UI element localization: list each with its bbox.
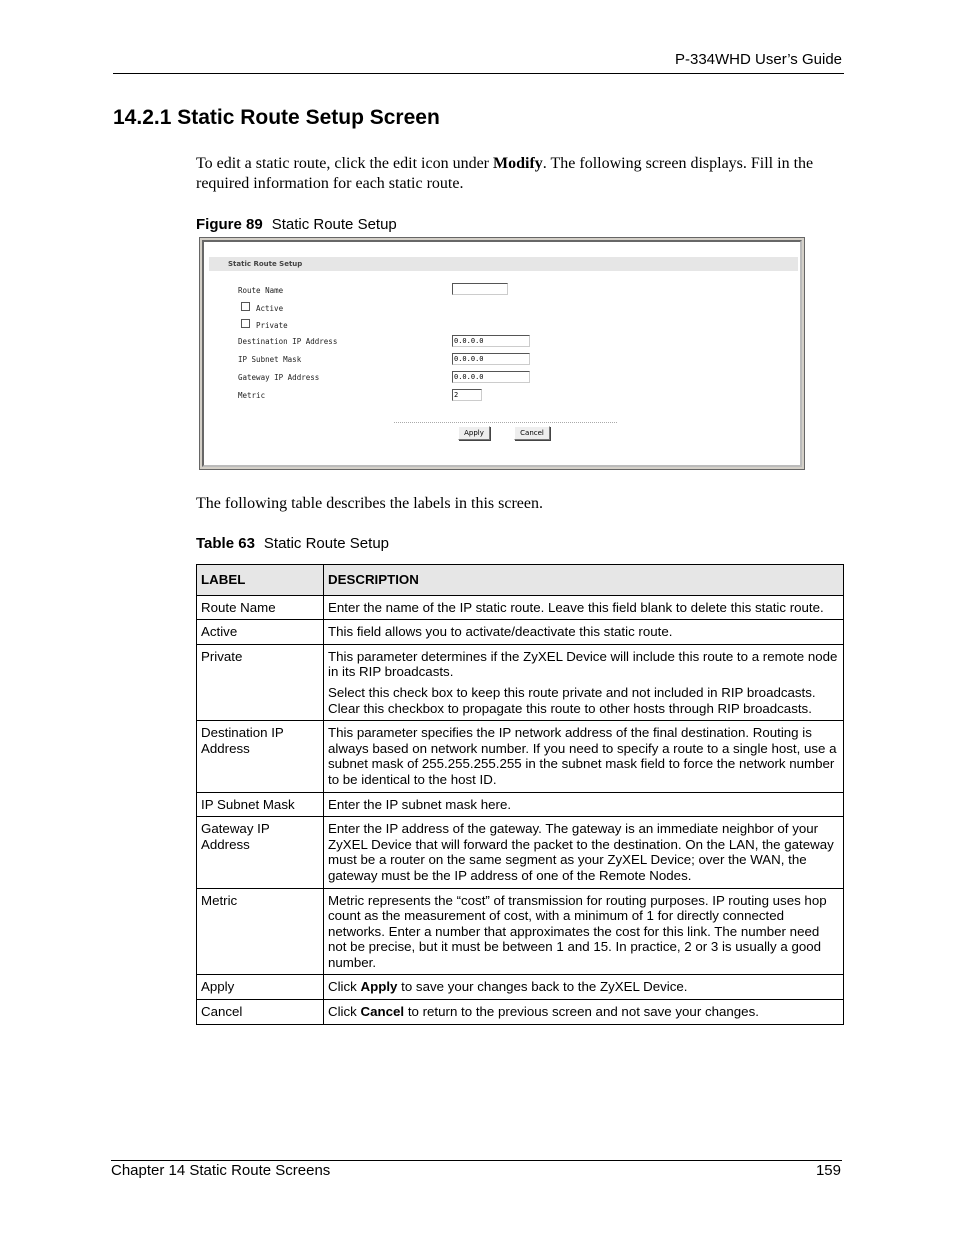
table-row <box>197 975 844 1000</box>
row-description <box>324 975 844 1000</box>
subnet-mask-input[interactable]: 0.0.0.0 <box>452 353 530 365</box>
description-column-header: DESCRIPTION <box>324 565 844 596</box>
screen-panel-title: Static Route Setup <box>209 257 798 271</box>
footer-chapter: Chapter 14 Static Route Screens <box>111 1162 331 1179</box>
row-label: Destination IP Address <box>197 721 324 792</box>
private-checkbox[interactable] <box>241 319 250 328</box>
guide-title: P-334WHD User’s Guide <box>675 51 842 68</box>
table-intro: The following table describes the labels in this screen. <box>196 495 544 512</box>
metric-input[interactable]: 2 <box>452 389 482 401</box>
desc-text: to save your changes back to the ZyXEL Device. <box>397 979 688 995</box>
desc-text: Click <box>328 1004 361 1020</box>
row-description: Enter the IP address of the gateway. The gateway is an immediate neighbor of your ZyXEL Device that will forward the packet to the destination. On the LAN, the gateway must be a router on the same segment as your ZyXEL Device; over the WAN, the gateway must be the IP address of one of the Remote Nodes. <box>324 817 844 888</box>
cancel-button[interactable]: Cancel <box>514 426 550 440</box>
active-checkbox[interactable] <box>241 302 250 311</box>
table-row <box>197 1000 844 1025</box>
row-description: Metric represents the “cost” of transmission for routing purposes. IP routing uses hop count as the measurement of cost, with a minimum of 1 for directly connected networks. Enter a number that approximates the cost for this link. The number need not be precise, but it must be between 1 and 15. In practice, 2 or 3 is usually a good number. <box>324 888 844 975</box>
private-label: Private <box>256 321 288 330</box>
row-label: Metric <box>197 888 324 975</box>
section-heading: 14.2.1 Static Route Setup Screen <box>113 106 440 129</box>
table-row <box>197 721 844 792</box>
gateway-ip-input[interactable]: 0.0.0.0 <box>452 371 530 383</box>
figure-title: Static Route Setup <box>271 216 397 233</box>
row-description: Enter the IP subnet mask here. <box>324 792 844 817</box>
figure-screenshot <box>199 237 805 470</box>
row-description: Enter the name of the IP static route. Leave this field blank to delete this static route. <box>324 595 844 620</box>
row-description-paragraph: Select this check box to keep this route private and not included in RIP broadcasts. Clear this checkbox to propagate this route to other hosts through RIP broadcasts. <box>328 684 816 716</box>
intro-paragraph <box>196 154 841 194</box>
header-rule <box>113 73 844 74</box>
table-row <box>197 792 844 817</box>
footer-rule <box>111 1160 842 1161</box>
table-row <box>197 644 844 720</box>
label-column-header: LABEL <box>197 565 324 596</box>
route-name-input[interactable] <box>452 283 508 295</box>
row-label: IP Subnet Mask <box>197 792 324 817</box>
table-row <box>197 817 844 888</box>
route-name-label: Route Name <box>238 286 284 295</box>
row-description: This field allows you to activate/deactivate this static route. <box>324 620 844 645</box>
apply-button[interactable]: Apply <box>458 426 490 440</box>
table-row <box>197 620 844 645</box>
desc-text: Click <box>328 979 361 995</box>
row-label: Gateway IP Address <box>197 817 324 888</box>
row-label: Active <box>197 620 324 645</box>
table-row <box>197 888 844 975</box>
row-label: Apply <box>197 975 324 1000</box>
desc-text: to return to the previous screen and not save your changes. <box>404 1004 759 1020</box>
description-table <box>196 564 844 1025</box>
page-number: 159 <box>815 1162 841 1179</box>
row-label: Cancel <box>197 1000 324 1025</box>
figure-caption <box>196 216 397 233</box>
metric-label: Metric <box>238 391 266 400</box>
intro-modify-term: Modify <box>493 155 543 172</box>
desc-bold-term: Apply <box>360 979 398 995</box>
intro-text-end: . The following screen displays. Fill in the required information for each static route. <box>196 155 814 192</box>
table-row <box>197 595 844 620</box>
static-route-setup-screen <box>202 240 802 467</box>
row-description: This parameter specifies the IP network address of the final destination. Routing is always based on network number. If you need to specify a route to a single host, use a subnet mask of 255.255.255.255 in the subnet mask field to force the network number to be identical to the host ID. <box>324 721 844 792</box>
subnet-mask-label: IP Subnet Mask <box>238 355 302 364</box>
button-divider <box>394 422 617 423</box>
row-description <box>324 1000 844 1025</box>
destination-ip-input[interactable]: 0.0.0.0 <box>452 335 530 347</box>
row-description <box>324 644 844 720</box>
active-label: Active <box>256 304 284 313</box>
row-description-paragraph: This parameter determines if the ZyXEL Device will include this route to a remote node in its RIP broadcasts. <box>328 648 838 680</box>
table-label: Table 63 <box>196 535 255 552</box>
figure-label: Figure 89 <box>196 216 263 233</box>
table-header-row <box>197 565 844 596</box>
gateway-ip-label: Gateway IP Address <box>238 373 320 382</box>
desc-bold-term: Cancel <box>360 1004 405 1020</box>
table-caption <box>196 535 389 552</box>
row-label: Private <box>197 644 324 720</box>
intro-text-start: To edit a static route, click the edit icon under <box>196 155 493 172</box>
row-label: Route Name <box>197 595 324 620</box>
destination-ip-label: Destination IP Address <box>238 337 338 346</box>
table-title: Static Route Setup <box>263 535 389 552</box>
